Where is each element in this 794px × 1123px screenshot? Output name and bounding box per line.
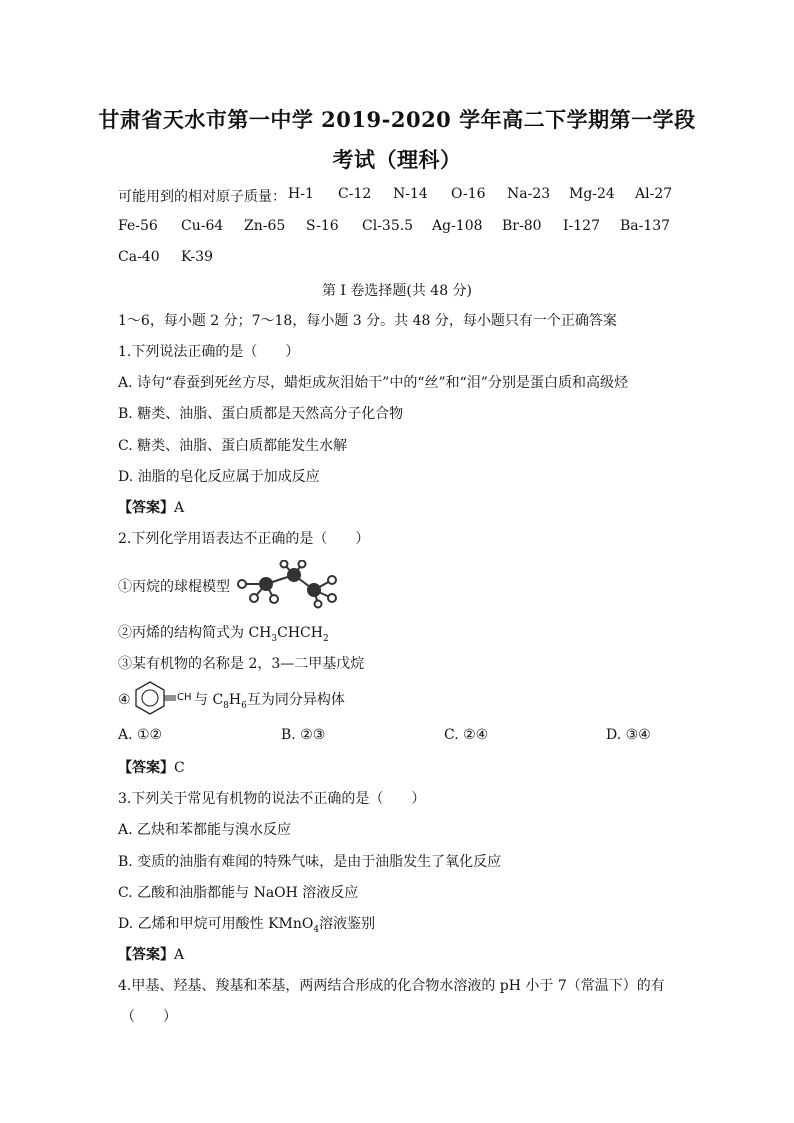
q2-option-b: B. ②③: [281, 727, 326, 743]
q3-option-c: C. 乙酸和油脂都能与 NaOH 溶液反应: [118, 885, 359, 901]
q2-option-c: C. ②④: [444, 727, 489, 743]
q2-statement-3: ③某有机物的名称是 2，3—二甲基戊烷: [118, 656, 365, 672]
mass-item: Zn-65: [244, 218, 286, 234]
mass-item: S-16: [306, 218, 339, 234]
q2-statement-4-number: ④: [118, 692, 131, 708]
q2-option-a: A. ①②: [118, 727, 163, 743]
q3-option-d: D. 乙烯和甲烷可用酸性 KMnO$_4$溶液鉴别: [118, 916, 376, 935]
exam-title-line1: 甘肃省天水市第一中学 2019-2020 学年高二下学期第一学段: [98, 107, 696, 132]
mass-item: Mg-24: [569, 186, 615, 202]
q1-answer: 【答案】A: [118, 500, 185, 516]
mass-item: Fe-56: [118, 218, 158, 234]
exam-title-line2: 考试（理科）: [332, 147, 462, 172]
q2-option-d: D. ③④: [606, 727, 651, 743]
q3-answer: 【答案】A: [118, 947, 185, 963]
q2-statement-1: ①丙烷的球棍模型: [118, 579, 230, 595]
q1-stem: 1.下列说法正确的是（ ）: [118, 344, 300, 360]
q4-stem-paren: （ ）: [121, 1009, 177, 1025]
q2-answer: 【答案】C: [118, 760, 185, 776]
propane-ball-stick-model: [232, 560, 344, 610]
mass-item: K-39: [181, 249, 213, 265]
mass-item: Cl-35.5: [362, 218, 414, 234]
mass-item: Al-27: [635, 186, 673, 202]
q2-statement-2: ②丙烯的结构简式为 $CH_3CHCH_2$: [118, 625, 329, 644]
mass-item: H-1: [288, 186, 314, 202]
mass-item: Ag-108: [432, 218, 483, 234]
mass-item: Br-80: [502, 218, 542, 234]
ethynyl-ch-label: CH: [177, 692, 192, 703]
benzene-ring-icon: [134, 680, 178, 716]
q2-stem: 2.下列化学用语表达不正确的是（ ）: [118, 531, 370, 547]
q3-option-a: A. 乙炔和苯都能与溴水反应: [118, 822, 292, 838]
q1-option-a: A. 诗句“春蚕到死丝方尽，蜡炬成灰泪始干”中的“丝”和“泪”分别是蛋白质和高级烃: [118, 375, 628, 391]
q1-option-d: D. 油脂的皂化反应属于加成反应: [118, 469, 320, 485]
masses-label: 可能用到的相对原子质量：: [118, 189, 286, 205]
mass-item: Ca-40: [118, 249, 160, 265]
mass-item: Ba-137: [620, 218, 671, 234]
section-title: 第 I 卷选择题(共 48 分): [321, 283, 473, 299]
q2-statement-4: 与 $C_8H_6$互为同分异构体: [194, 692, 345, 711]
q3-stem: 3.下列关于常见有机物的说法不正确的是（ ）: [118, 791, 426, 807]
q3-option-b: B. 变质的油脂有难闻的特殊气味，是由于油脂发生了氧化反应: [118, 854, 502, 870]
q4-stem: 4.甲基、羟基、羧基和苯基，两两结合形成的化合物水溶液的 pH 小于 7（常温下）的有: [118, 978, 665, 994]
mass-item: I-127: [563, 218, 600, 234]
section-instructions: 1～6，每小题 2 分；7～18，每小题 3 分。共 48 分，每小题只有一个正确答案: [118, 313, 617, 329]
mass-item: Na-23: [507, 186, 551, 202]
q1-option-c: C. 糖类、油脂、蛋白质都能发生水解: [118, 438, 348, 454]
q1-option-b: B. 糖类、油脂、蛋白质都是天然高分子化合物: [118, 406, 404, 422]
mass-item: Cu-64: [181, 218, 224, 234]
mass-item: N-14: [393, 186, 428, 202]
mass-item: C-12: [338, 186, 372, 202]
mass-item: O-16: [451, 186, 486, 202]
